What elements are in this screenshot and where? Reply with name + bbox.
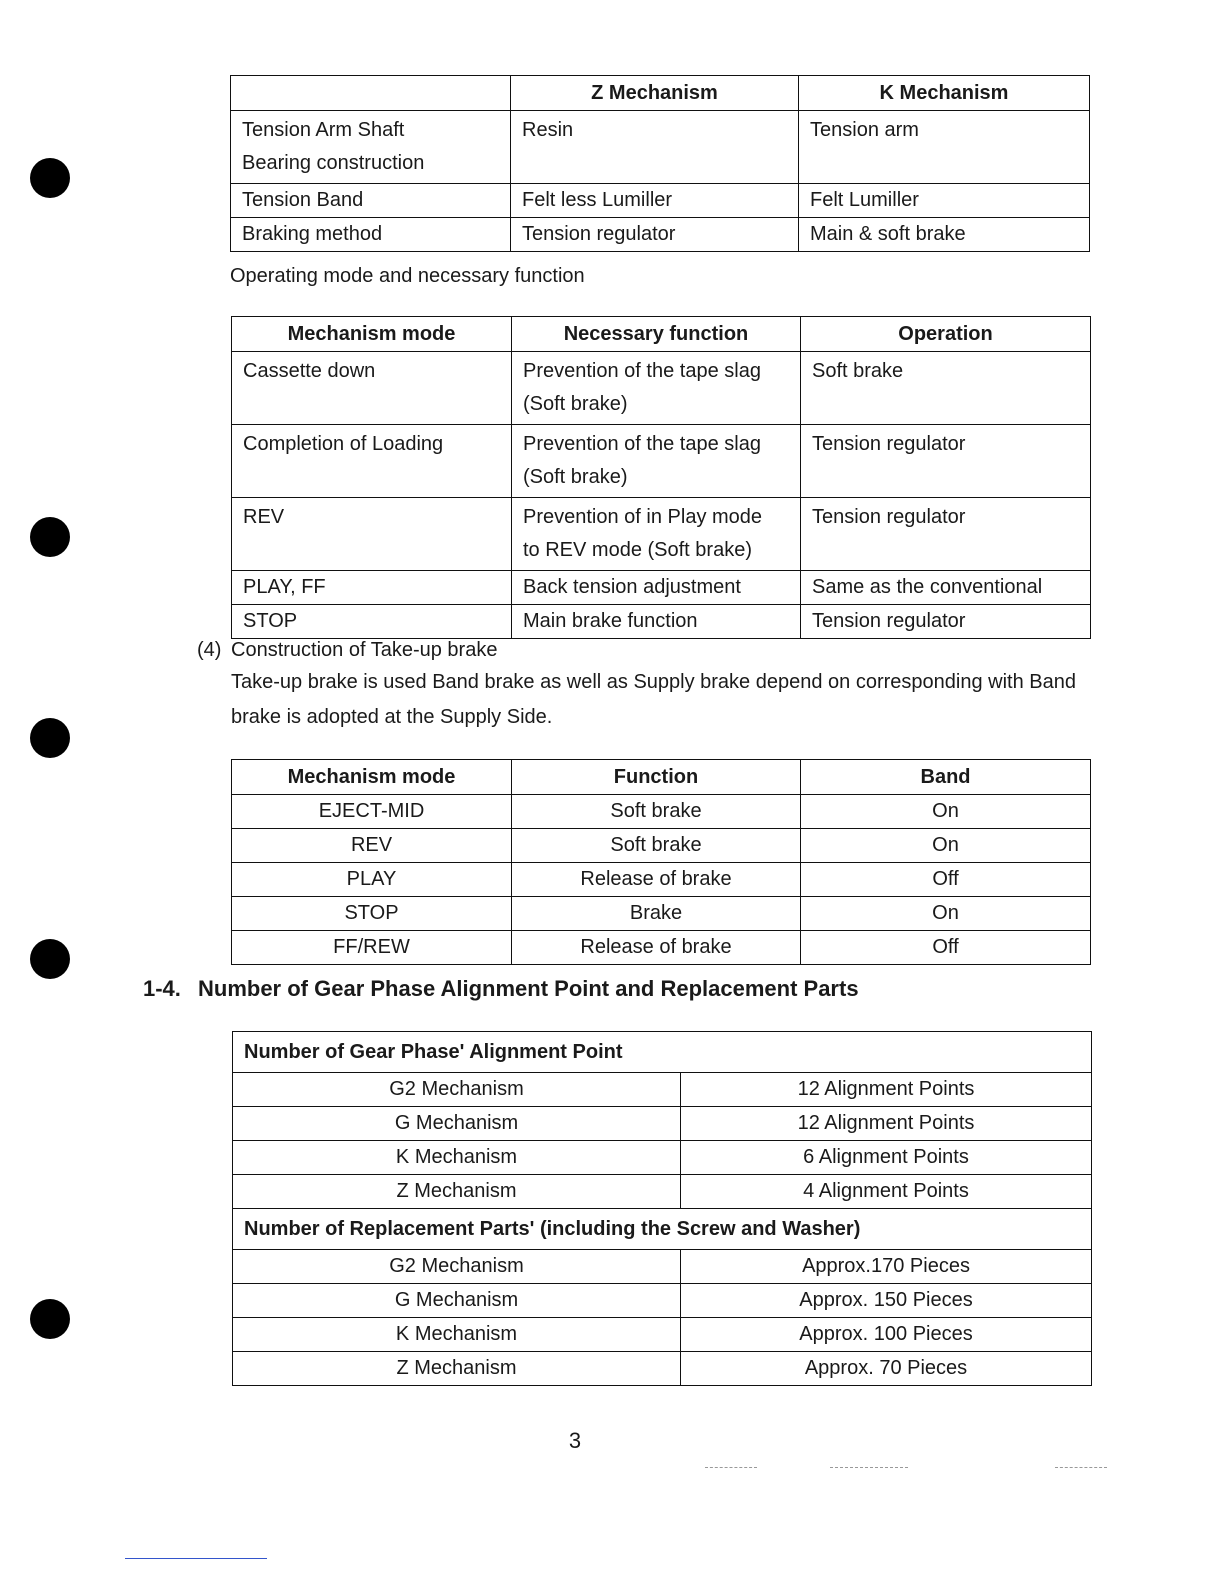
- table-cell: Cassette down: [232, 352, 512, 425]
- table-row: [231, 218, 1090, 252]
- table-cell: On: [801, 795, 1091, 829]
- table-header-cell: Z Mechanism: [511, 76, 799, 111]
- table-cell: Release of brake: [512, 863, 801, 897]
- table-row: [232, 352, 1091, 425]
- section-heading: [143, 976, 859, 1002]
- table-row: [232, 571, 1091, 605]
- takeup-heading: Construction of Take-up brake: [231, 639, 498, 661]
- table-row: [231, 111, 1090, 184]
- takeup-body-line: brake is adopted at the Supply Side.: [231, 706, 553, 728]
- table-cell: Z Mechanism: [233, 1352, 681, 1386]
- table-cell: PLAY, FF: [232, 571, 512, 605]
- table-header-cell: Operation: [801, 317, 1091, 352]
- table-cell: Soft brake: [512, 829, 801, 863]
- table-cell: Completion of Loading: [232, 425, 512, 498]
- table-cell: Off: [801, 931, 1091, 965]
- table-header-cell: K Mechanism: [799, 76, 1090, 111]
- table-row: [231, 184, 1090, 218]
- table-group-header: Number of Replacement Parts' (including the Screw and Washer): [233, 1209, 1092, 1250]
- table-row: [233, 1073, 1092, 1107]
- binder-hole: [30, 1299, 70, 1339]
- table-row: [233, 1107, 1092, 1141]
- table-cell: REV: [232, 498, 512, 571]
- scan-artifact-line: [1055, 1467, 1107, 1468]
- table-cell: Main & soft brake: [799, 218, 1090, 252]
- binder-hole: [30, 158, 70, 198]
- table-row: [232, 829, 1091, 863]
- section-number: 1-4.: [143, 976, 181, 1001]
- table-cell: Approx. 100 Pieces: [681, 1318, 1092, 1352]
- table-cell: Soft brake: [801, 352, 1091, 425]
- table-row: [233, 1175, 1092, 1209]
- table-header-cell: Necessary function: [512, 317, 801, 352]
- table-group-header-row: [233, 1209, 1092, 1250]
- table-cell: Prevention of in Play mode to REV mode (Soft brake): [512, 498, 801, 571]
- table-cell: PLAY: [232, 863, 512, 897]
- table-cell: Approx.170 Pieces: [681, 1250, 1092, 1284]
- table-cell: G Mechanism: [233, 1107, 681, 1141]
- table-cell: Tension regulator: [801, 425, 1091, 498]
- table-cell: FF/REW: [232, 931, 512, 965]
- table-row: [233, 1318, 1092, 1352]
- table-cell: STOP: [232, 897, 512, 931]
- table-header-cell: [231, 76, 511, 111]
- table-cell: 12 Alignment Points: [681, 1073, 1092, 1107]
- table-cell: G Mechanism: [233, 1284, 681, 1318]
- table-cell: Felt less Lumiller: [511, 184, 799, 218]
- table-row: [232, 863, 1091, 897]
- table-cell: Braking method: [231, 218, 511, 252]
- scan-artifact-line: [830, 1467, 908, 1468]
- table-cell: 4 Alignment Points: [681, 1175, 1092, 1209]
- operating-caption: Operating mode and necessary function: [230, 265, 585, 287]
- table-cell: Back tension adjustment: [512, 571, 801, 605]
- table-cell: Tension regulator: [801, 605, 1091, 639]
- table-cell: Z Mechanism: [233, 1175, 681, 1209]
- binder-hole: [30, 939, 70, 979]
- table-row: [232, 931, 1091, 965]
- binder-hole: [30, 718, 70, 758]
- table-cell: REV: [232, 829, 512, 863]
- table-row: [233, 1284, 1092, 1318]
- table-header-cell: Mechanism mode: [232, 317, 512, 352]
- operating-mode-table: [231, 316, 1091, 639]
- table-cell: Approx. 70 Pieces: [681, 1352, 1092, 1386]
- table-row: [232, 795, 1091, 829]
- table-cell: Approx. 150 Pieces: [681, 1284, 1092, 1318]
- table-row: [232, 605, 1091, 639]
- table-header-cell: Mechanism mode: [232, 760, 512, 795]
- table-row: [233, 1250, 1092, 1284]
- table-cell: EJECT-MID: [232, 795, 512, 829]
- table-cell: G2 Mechanism: [233, 1250, 681, 1284]
- scan-artifact-line: [705, 1467, 757, 1468]
- table-cell: On: [801, 897, 1091, 931]
- table-header-row: [232, 760, 1091, 795]
- table-cell: Same as the conventional: [801, 571, 1091, 605]
- takeup-brake-table: [231, 759, 1091, 965]
- table-header-row: [231, 76, 1090, 111]
- table-cell: Prevention of the tape slag (Soft brake): [512, 425, 801, 498]
- table-cell: Tension arm: [799, 111, 1090, 184]
- table-cell: Tension regulator: [801, 498, 1091, 571]
- table-row: [232, 425, 1091, 498]
- table-cell: Tension regulator: [511, 218, 799, 252]
- binder-hole: [30, 517, 70, 557]
- table-group-header: Number of Gear Phase' Alignment Point: [233, 1032, 1092, 1073]
- table-row: [233, 1141, 1092, 1175]
- takeup-item-label: (4): [197, 639, 222, 661]
- table-cell: G2 Mechanism: [233, 1073, 681, 1107]
- table-row: [233, 1352, 1092, 1386]
- table-cell: Prevention of the tape slag (Soft brake): [512, 352, 801, 425]
- table-header-row: [232, 317, 1091, 352]
- table-group-header-row: [233, 1032, 1092, 1073]
- page-number: 3: [568, 1428, 582, 1453]
- table-cell: Soft brake: [512, 795, 801, 829]
- table-cell: Main brake function: [512, 605, 801, 639]
- table-header-cell: Function: [512, 760, 801, 795]
- table-cell: 6 Alignment Points: [681, 1141, 1092, 1175]
- table-cell: K Mechanism: [233, 1141, 681, 1175]
- table-row: [232, 897, 1091, 931]
- scan-artifact-line: [125, 1558, 267, 1559]
- table-cell: 12 Alignment Points: [681, 1107, 1092, 1141]
- table-cell: Off: [801, 863, 1091, 897]
- section-title-text: Number of Gear Phase Alignment Point and Replacement Parts: [198, 976, 859, 1001]
- table-cell: Felt Lumiller: [799, 184, 1090, 218]
- gear-alignment-table: [232, 1031, 1092, 1386]
- table-cell: Resin: [511, 111, 799, 184]
- table-row: [232, 498, 1091, 571]
- table-header-cell: Band: [801, 760, 1091, 795]
- takeup-body-line: Take-up brake is used Band brake as well as Supply brake depend on corresponding with Band: [231, 671, 1076, 693]
- table-cell: Release of brake: [512, 931, 801, 965]
- table-cell: Tension Band: [231, 184, 511, 218]
- table-cell: K Mechanism: [233, 1318, 681, 1352]
- table-cell: STOP: [232, 605, 512, 639]
- table-cell: Brake: [512, 897, 801, 931]
- table-cell: On: [801, 829, 1091, 863]
- table-cell: Tension Arm Shaft Bearing construction: [231, 111, 511, 184]
- mechanism-compare-table: [230, 75, 1090, 252]
